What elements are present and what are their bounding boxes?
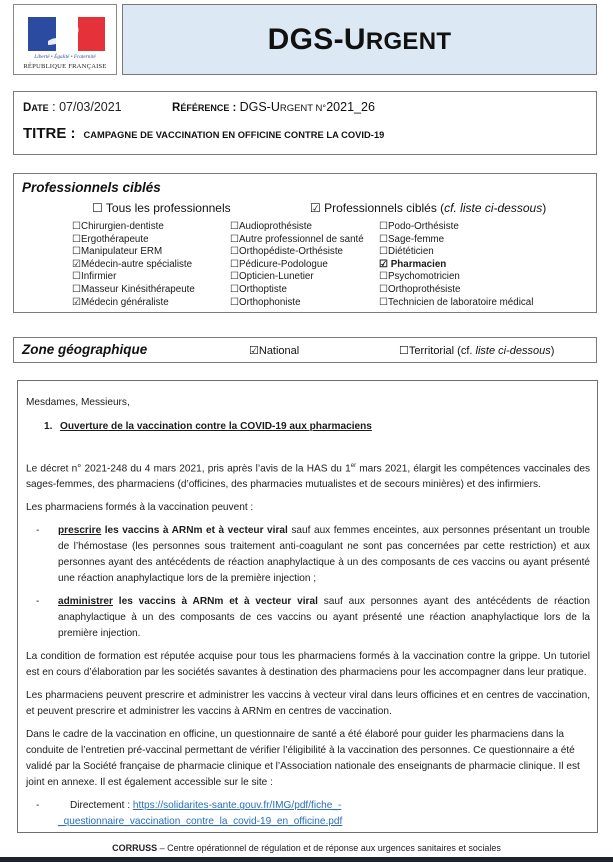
professionnels-cibles-box xyxy=(13,173,597,313)
checkbox-icon: ☐ xyxy=(72,233,81,245)
checkbox-icon: ☐ xyxy=(230,233,239,245)
zone-heading: Zone géographique xyxy=(22,342,148,357)
checkbox-professionnels-cibles[interactable]: ☑ Professionnels ciblés (cf. liste ci-dessous) xyxy=(310,201,547,215)
checkbox-icon: ☐ xyxy=(230,258,239,270)
titre-value: CAMPAGNE DE VACCINATION EN OFFICINE CONTRE LA COVID-19 xyxy=(83,130,385,140)
paragraph-questionnaire: Dans le cadre de la vaccination en officine, un questionnaire de santé a été élaboré pour guider les pharmaciens dans la conduite de l’entretien pré-vaccinal permettant de vérifier l’éligibilité à la vaccination des personnes. Ce questionnaire a été validé par la Société française de pharmacie clinique et l’Association nationale des enseignants de pharmacie clinique. Il est joint en annexe. Il est également accessible sur le site : xyxy=(26,729,580,789)
checkbox-icon: ☐ xyxy=(72,271,81,283)
document-title: DGS-URGENT xyxy=(267,22,452,56)
paragraph-decret: Le décret n° 2021-248 du 4 mars 2021, pris après l’avis de la HAS du 1er mars 2021, élargit les compétences vaccinales des sages-femmes, des pharmaciens (d’officines, des pharmacies mutualistes et de secours minières) et des infirmiers. xyxy=(26,463,590,491)
professions-column-3 xyxy=(379,221,533,309)
titre-field xyxy=(23,125,384,143)
checkbox-icon: ☐ xyxy=(230,283,239,295)
checkbox-checked-icon: ☑ xyxy=(249,345,259,357)
checkbox-icon: ☐ xyxy=(379,271,388,283)
checkbox-profession[interactable]: ☐Orthophoniste xyxy=(230,296,301,308)
checkbox-icon: ☐ xyxy=(230,221,239,232)
checkbox-profession[interactable]: ☐Technicien de laboratoire médical xyxy=(379,296,534,308)
paragraph-formation: La condition de formation est réputée acquise pour tous les pharmaciens formés à la vaccination contre la grippe. Un tutoriel est en cours d’élaboration par les sociétés savantes à destination des pharmaciens pour les accompagner dans leur pratique. xyxy=(26,651,590,679)
checkbox-profession[interactable]: ☐Ergothérapeute xyxy=(72,233,149,245)
link-item: - Directement : https://solidarites-sante.gouv.fr/IMG/pdf/fiche_- _questionnaire_vaccination_contre_la_covid-19_en_officine.pdf xyxy=(36,800,343,828)
paragraph-vecteur-viral: Les pharmaciens peuvent prescrire et administrer les vaccins à vecteur viral dans leurs officines et en centres de vaccination, et peuvent prescrire et administrer les vaccins à ARNm en centres de vaccination. xyxy=(26,690,590,718)
marianne-flag-icon xyxy=(28,17,105,51)
checkbox-pharmacien[interactable]: ☑ Pharmacien xyxy=(379,258,447,270)
questionnaire-link[interactable]: https://solidarites-sante.gouv.fr/IMG/pdf/fiche_- xyxy=(132,800,342,812)
professions-column-2 xyxy=(230,221,364,309)
checkbox-tous-professionnels[interactable]: ☐ Tous les professionnels xyxy=(92,201,231,215)
checkbox-profession[interactable]: ☐Manipulateur ERM xyxy=(72,246,163,258)
checkbox-empty-icon: ☐ xyxy=(92,201,103,215)
logo-republique: RÉPUBLIQUE FRANÇAISE xyxy=(23,63,107,70)
message-body-box xyxy=(17,380,598,833)
checkbox-icon: ☐ xyxy=(379,221,388,232)
checkbox-checked-icon: ☑ xyxy=(310,201,321,215)
checkbox-territorial[interactable]: ☐Territorial (cf. liste ci-dessous) xyxy=(399,345,555,357)
checkbox-icon: ☐ xyxy=(230,296,239,308)
bottom-band xyxy=(0,857,613,862)
checkbox-profession[interactable]: ☐Orthoptiste xyxy=(230,283,287,295)
reference-value: DGS-URGENT N°2021_26 xyxy=(239,100,375,114)
checkbox-icon: ☐ xyxy=(379,233,388,245)
republique-francaise-logo xyxy=(13,4,117,75)
checkbox-profession[interactable]: ☐Diététicien xyxy=(379,246,434,258)
checkbox-profession[interactable]: ☐Opticien-Lunetier xyxy=(230,271,314,283)
checkbox-checked-icon: ☑ xyxy=(379,258,388,270)
checkbox-icon: ☐ xyxy=(230,246,239,258)
professions-column-1 xyxy=(72,221,195,309)
checkbox-icon: ☑ xyxy=(72,258,81,270)
checkbox-profession[interactable]: ☐Psychomotricien xyxy=(379,271,460,283)
zone-geographique-box xyxy=(13,337,597,363)
checkbox-icon: ☐ xyxy=(379,283,388,295)
checkbox-icon: ☐ xyxy=(379,296,388,308)
titre-label: TITRE : xyxy=(23,125,76,142)
checkbox-profession[interactable]: ☐Masseur Kinésithérapeute xyxy=(72,283,195,295)
checkbox-icon: ☐ xyxy=(72,283,81,295)
checkbox-profession[interactable]: ☐Pédicure-Podologue xyxy=(230,258,328,270)
paragraph-intro-list: Les pharmaciens formés à la vaccination peuvent : xyxy=(26,502,254,514)
checkbox-profession[interactable]: ☐Orthopédiste-Orthésiste xyxy=(230,246,344,258)
bullet-administrer: - administrer les vaccins à ARNm et à vecteur viral sauf aux personnes ayant des antécédents de réaction anaphylactique à un des composants de ces vaccins ou ayant présenté une réaction anaphylactique lors de la première injection. xyxy=(36,596,590,640)
checkbox-profession[interactable]: ☐Infirmier xyxy=(72,271,117,283)
questionnaire-link-continued[interactable]: _questionnaire_vaccination_contre_la_covid-19_en_officine.pdf xyxy=(58,816,343,828)
checkbox-profession[interactable]: ☐Chirurgien-dentiste xyxy=(72,221,164,232)
footer: CORRUSS – Centre opérationnel de régulation et de réponse aux urgences sanitaires et sociales xyxy=(112,843,501,853)
date-field: DATE : 07/03/2021 xyxy=(23,100,122,114)
checkbox-profession[interactable]: ☐Sage-femme xyxy=(379,233,445,245)
checkbox-profession[interactable]: ☐Audioprothésiste xyxy=(230,221,312,232)
bullet-prescrire: - prescrire les vaccins à ARNm et à vecteur viral sauf aux femmes enceintes, aux personnes présentant un trouble de l’hémostase (les personnes sous traitement anti-coagulant ne sont pas concernées par cette restriction) et aux personnes ayant des antécédents de réaction anaphylactique à un des composants de ces vaccins ou ayant présenté une réaction anaphylactique lors de la première injection ; xyxy=(36,525,590,585)
checkbox-icon: ☑ xyxy=(72,296,81,308)
date-value: 07/03/2021 xyxy=(59,100,122,114)
checkbox-profession[interactable]: ☑Médecin-autre spécialiste xyxy=(72,258,193,270)
checkbox-profession[interactable]: ☐Orthoprothésiste xyxy=(379,283,461,295)
checkbox-national[interactable]: ☑National xyxy=(249,345,300,357)
reference-field: RÉFÉRENCE : DGS-URGENT N°2021_26 xyxy=(172,100,375,114)
section-1-title: 1. Ouverture de la vaccination contre la COVID-19 aux pharmaciens xyxy=(44,421,372,432)
checkbox-profession[interactable]: ☐Podo-Orthésiste xyxy=(379,221,459,232)
document-title-banner xyxy=(122,4,597,75)
logo-motto: Liberté • Égalité • Fraternité xyxy=(34,54,96,60)
checkbox-empty-icon: ☐ xyxy=(399,345,409,357)
checkbox-icon: ☐ xyxy=(72,221,81,232)
professionnels-heading: Professionnels ciblés xyxy=(22,180,161,195)
checkbox-profession[interactable]: ☑Médecin généraliste xyxy=(72,296,169,308)
checkbox-icon: ☐ xyxy=(379,246,388,258)
checkbox-icon: ☐ xyxy=(72,246,81,258)
checkbox-profession[interactable]: ☐Autre professionnel de santé xyxy=(230,233,364,245)
document-meta-box xyxy=(13,91,597,155)
checkbox-icon: ☐ xyxy=(230,271,239,283)
greeting: Mesdames, Messieurs, xyxy=(26,397,130,408)
